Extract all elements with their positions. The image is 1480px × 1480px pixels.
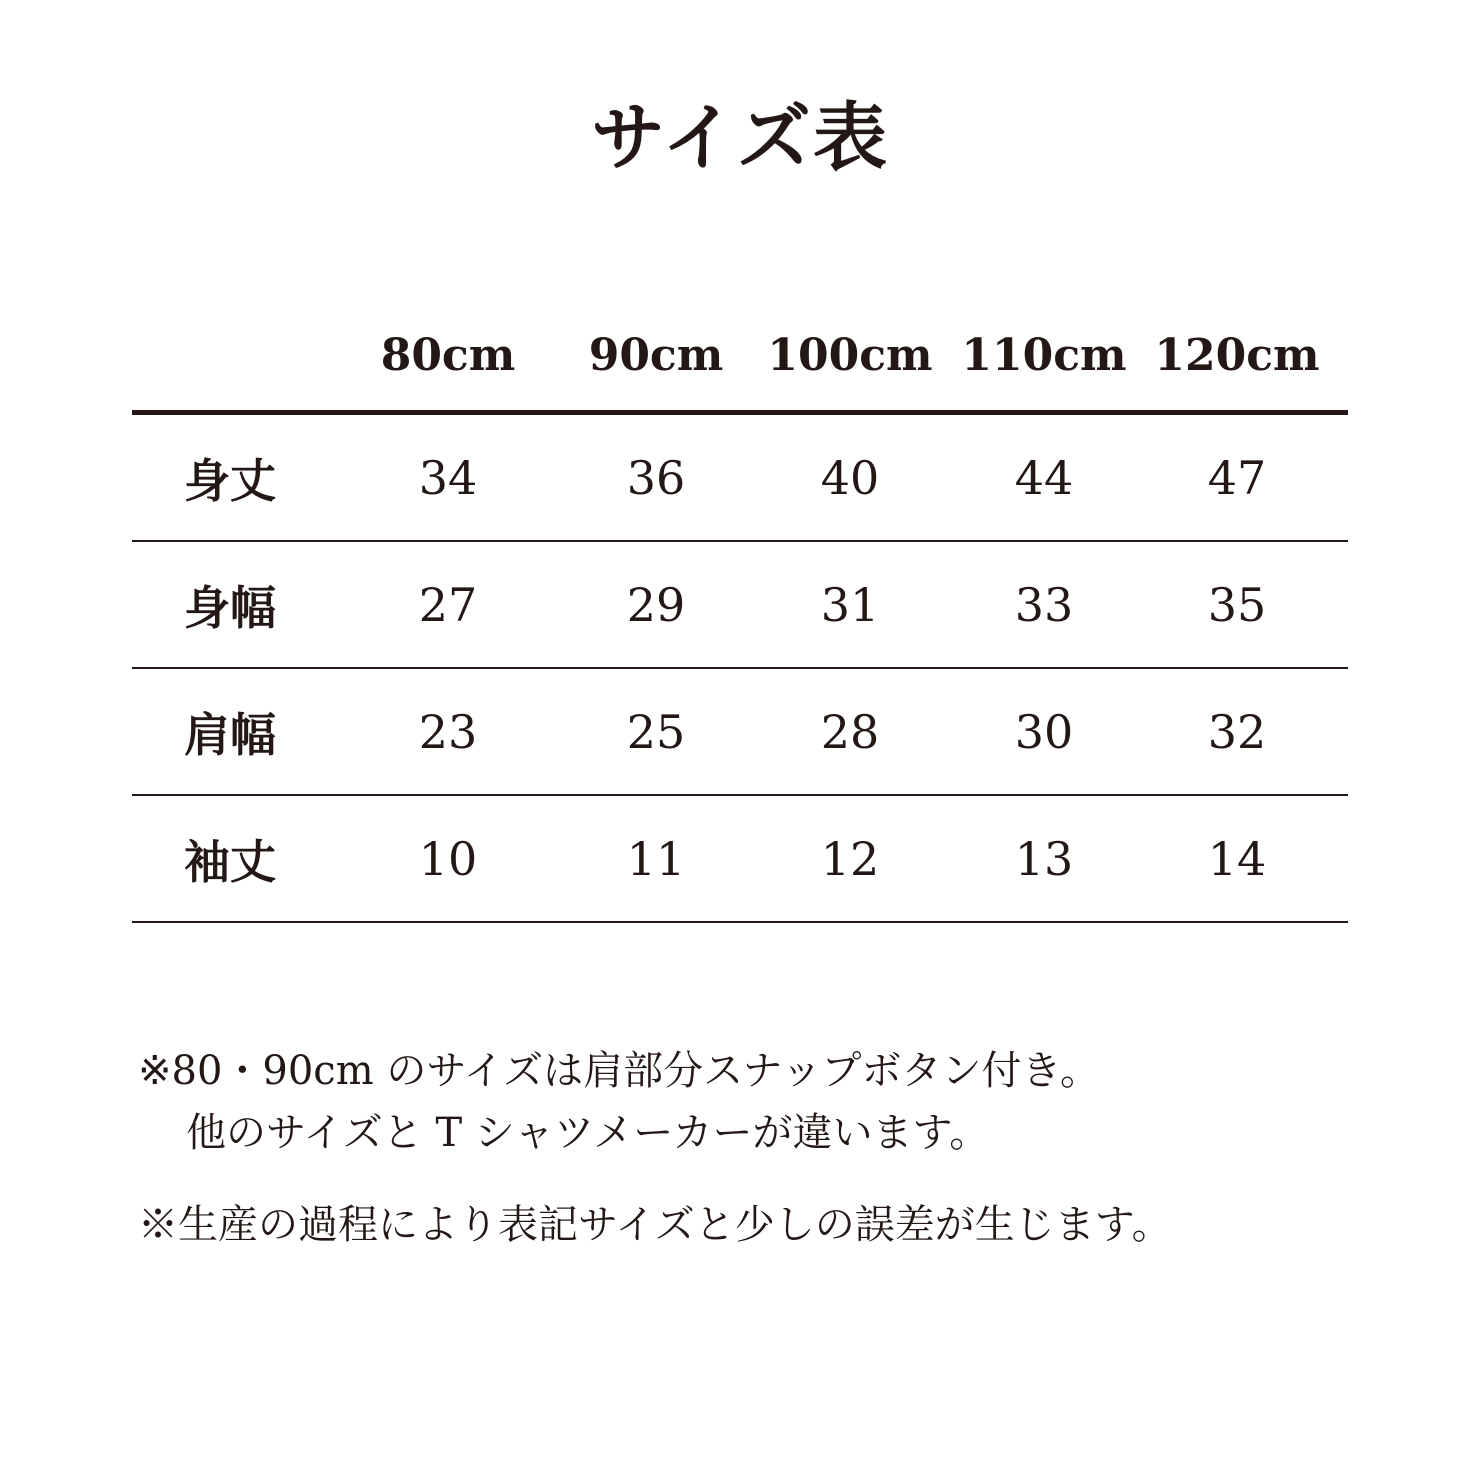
- table-cell: 11: [626, 831, 686, 886]
- table-cell: 32: [1207, 704, 1267, 759]
- table-cell: 27: [418, 577, 478, 632]
- table-cell: 33: [1014, 577, 1074, 632]
- table-cell: 14: [1207, 831, 1267, 886]
- table-cell: 40: [820, 450, 880, 505]
- table-cell: 28: [820, 704, 880, 759]
- table-cell: 47: [1207, 450, 1267, 505]
- row-label: 身幅: [184, 580, 276, 635]
- notes-section: [138, 1040, 1398, 1256]
- table-cell: 23: [418, 704, 478, 759]
- table-row-body-width: [132, 542, 1348, 669]
- table-cell: 25: [626, 704, 686, 759]
- table-cell: 13: [1014, 831, 1074, 886]
- table-cell: 12: [820, 831, 880, 886]
- table-cell: 36: [626, 450, 686, 505]
- column-header-110cm: 110cm: [961, 329, 1127, 381]
- page-title: サイズ表: [590, 95, 890, 181]
- table-cell: 30: [1014, 704, 1074, 759]
- column-header-80cm: 80cm: [380, 329, 516, 381]
- note-tolerance: ※生産の過程により表記サイズと少しの誤差が生じます。: [138, 1202, 1172, 1248]
- table-cell: 29: [626, 577, 686, 632]
- table-cell: 31: [820, 577, 880, 632]
- note-line: ※80・90cm のサイズは肩部分スナップボタン付き。: [138, 1048, 1100, 1094]
- table-row-shoulder-width: [132, 669, 1348, 796]
- table-cell: 44: [1014, 450, 1074, 505]
- table-row-sleeve-length: [132, 796, 1348, 923]
- table-cell: 10: [418, 831, 478, 886]
- table-header-row: [132, 300, 1348, 415]
- column-header-90cm: 90cm: [588, 329, 724, 381]
- note-line: 他のサイズと T シャツメーカーが違います。: [186, 1110, 990, 1156]
- row-label: 肩幅: [184, 707, 276, 762]
- table-cell: 35: [1207, 577, 1267, 632]
- table-row-body-length: [132, 415, 1348, 542]
- size-table: [132, 300, 1348, 923]
- row-label: 身丈: [184, 453, 276, 508]
- table-cell: 34: [418, 450, 478, 505]
- note-snap-button: [138, 1040, 1398, 1164]
- row-label: 袖丈: [184, 834, 276, 889]
- column-header-100cm: 100cm: [767, 329, 933, 381]
- column-header-120cm: 120cm: [1154, 329, 1320, 381]
